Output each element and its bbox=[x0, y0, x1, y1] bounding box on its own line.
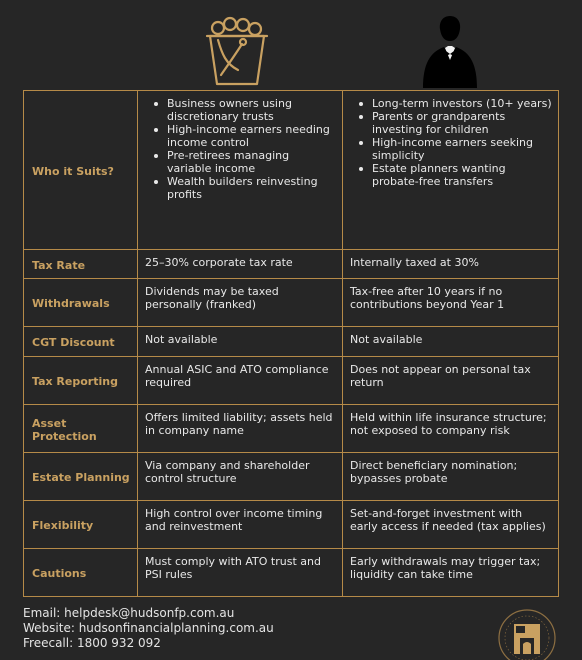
table-cell: Held within life insurance structure; not exposed to company risk bbox=[343, 405, 559, 453]
table-row bbox=[24, 549, 559, 597]
contact-footer bbox=[23, 606, 274, 651]
table-row bbox=[24, 279, 559, 327]
table-cell: Not available bbox=[343, 327, 559, 357]
bullet-list bbox=[350, 97, 552, 188]
row-label: Tax Rate bbox=[24, 250, 138, 279]
row-label: Cautions bbox=[24, 549, 138, 597]
cropped-heading-strip bbox=[0, 0, 582, 6]
hudson-logo-icon bbox=[492, 600, 562, 660]
list-item: Business owners using discretionary trusts bbox=[167, 97, 336, 123]
row-label: CGT Discount bbox=[24, 327, 138, 357]
table-cell: Not available bbox=[138, 327, 343, 357]
table-cell: Does not appear on personal tax return bbox=[343, 357, 559, 405]
table-cell: Early withdrawals may trigger tax; liquidity can take time bbox=[343, 549, 559, 597]
money-bucket-icon bbox=[204, 14, 270, 86]
table-cell: 25–30% corporate tax rate bbox=[138, 250, 343, 279]
list-item: Wealth builders reinvesting profits bbox=[167, 175, 336, 201]
row-label: Flexibility bbox=[24, 501, 138, 549]
table-cell: Direct beneficiary nomination; bypasses probate bbox=[343, 453, 559, 501]
table-row bbox=[24, 501, 559, 549]
table-cell: Tax-free after 10 years if no contributions beyond Year 1 bbox=[343, 279, 559, 327]
investor-silhouette-icon bbox=[420, 12, 480, 88]
table-cell: Must comply with ATO trust and PSI rules bbox=[138, 549, 343, 597]
table-row bbox=[24, 357, 559, 405]
list-item: Pre-retirees managing variable income bbox=[167, 149, 336, 175]
row-label: Estate Planning bbox=[24, 453, 138, 501]
list-item: Long-term investors (10+ years) bbox=[372, 97, 552, 110]
table-cell: Offers limited liability; assets held in company name bbox=[138, 405, 343, 453]
table-cell: Set-and-forget investment with early access if needed (tax applies) bbox=[343, 501, 559, 549]
table-row bbox=[24, 91, 559, 250]
row-label: Tax Reporting bbox=[24, 357, 138, 405]
table-cell bbox=[343, 91, 559, 250]
row-label: Asset Protection bbox=[24, 405, 138, 453]
table-cell bbox=[138, 91, 343, 250]
row-label: Who it Suits? bbox=[24, 91, 138, 250]
list-item: Estate planners wanting probate-free transfers bbox=[372, 162, 552, 188]
table-row bbox=[24, 405, 559, 453]
table-cell: Dividends may be taxed personally (franked) bbox=[138, 279, 343, 327]
bullet-list bbox=[145, 97, 336, 201]
table-row bbox=[24, 327, 559, 357]
row-label: Withdrawals bbox=[24, 279, 138, 327]
list-item: High-income earners needing income control bbox=[167, 123, 336, 149]
website-link[interactable]: Website: hudsonfinancialplanning.com.au bbox=[23, 621, 274, 635]
table-cell: Annual ASIC and ATO compliance required bbox=[138, 357, 343, 405]
table-cell: Internally taxed at 30% bbox=[343, 250, 559, 279]
freecall-number[interactable]: Freecall: 1800 932 092 bbox=[23, 636, 161, 650]
comparison-table bbox=[23, 90, 559, 597]
list-item: High-income earners seeking simplicity bbox=[372, 136, 552, 162]
email-link[interactable]: Email: helpdesk@hudsonfp.com.au bbox=[23, 606, 235, 620]
table-cell: Via company and shareholder control structure bbox=[138, 453, 343, 501]
list-item: Parents or grandparents investing for children bbox=[372, 110, 552, 136]
table-row bbox=[24, 250, 559, 279]
table-row bbox=[24, 453, 559, 501]
table-cell: High control over income timing and reinvestment bbox=[138, 501, 343, 549]
